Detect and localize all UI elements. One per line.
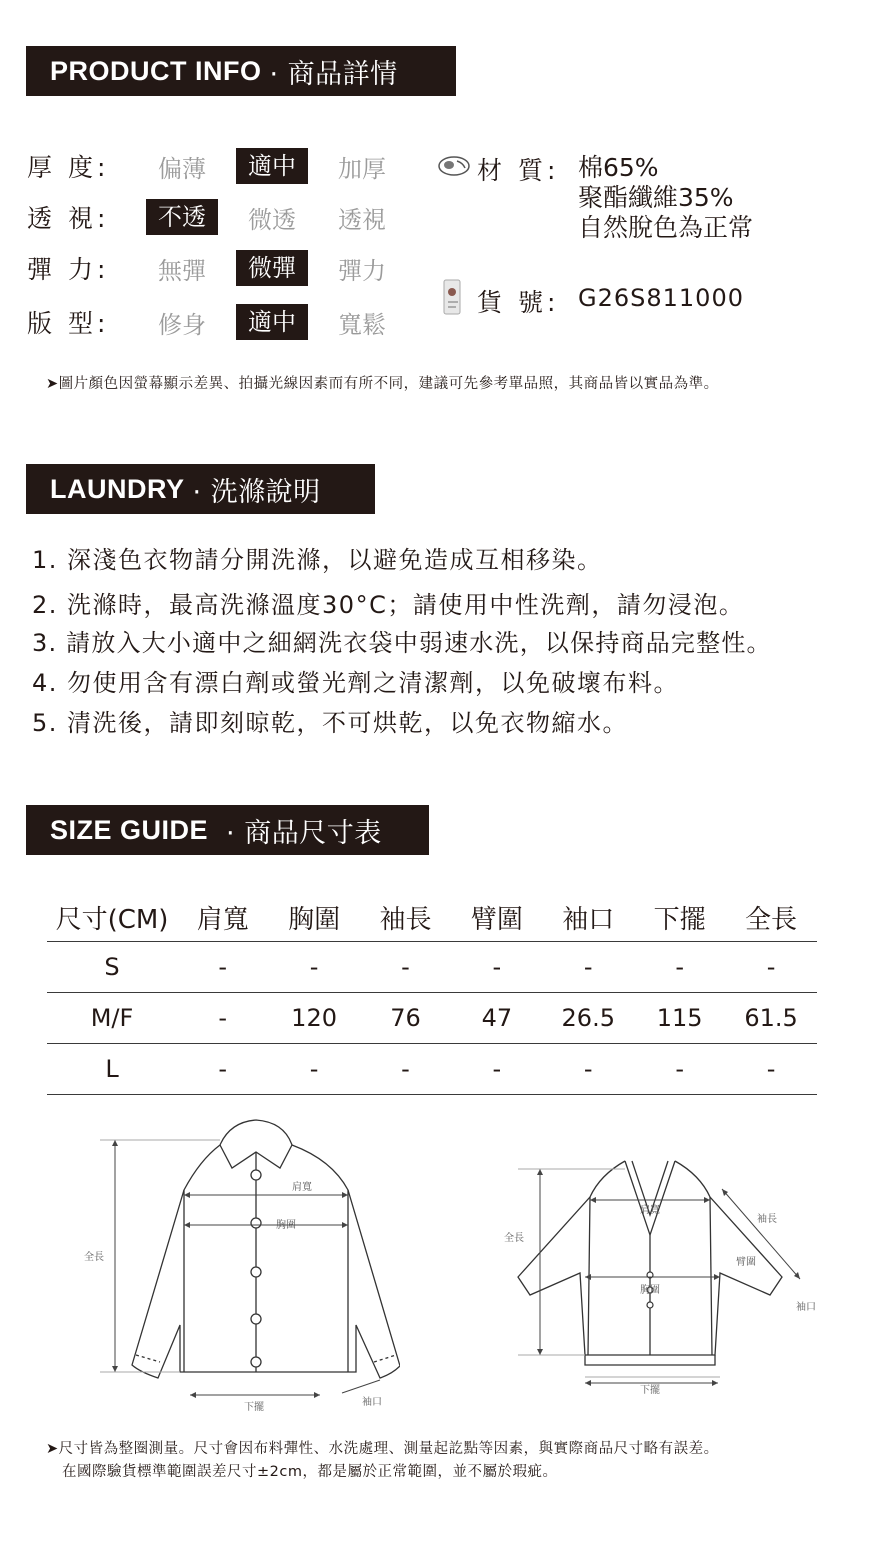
size-table-cell: S (104, 953, 120, 981)
size-table-header (47, 893, 817, 942)
attribute-label: 版 型: (27, 309, 110, 338)
product-info-header-zh: · 商品詳情 (269, 58, 398, 90)
size-table-cell: - (218, 1004, 228, 1032)
attribute-option: 微透 (248, 205, 296, 234)
size-table-cell: - (218, 953, 228, 981)
laundry-item-3: 3. 請放入大小適中之細網洗衣袋中弱速水洗，以保持商品完整性。 (32, 629, 772, 657)
laundry-item-5: 5. 清洗後，請即刻晾乾，不可烘乾，以免衣物縮水。 (32, 709, 629, 737)
product-info-header-en: PRODUCT INFO (50, 55, 262, 86)
size-table-cell: - (401, 1055, 410, 1083)
attribute-option: 寬鬆 (338, 310, 386, 339)
size-table-cell: 61.5 (744, 1004, 798, 1032)
size-column-header: 肩寬 (196, 904, 249, 935)
attribute-option: 無彈 (158, 256, 206, 285)
size-table-cell: 76 (390, 1004, 421, 1032)
cardigan-diagram (500, 1155, 830, 1405)
size-table-cell: 26.5 (561, 1004, 615, 1032)
laundry-item-4: 4. 勿使用含有漂白劑或螢光劑之清潔劑，以免破壞布料。 (32, 669, 680, 697)
attribute-row (27, 302, 407, 342)
jacket-diagram (80, 1110, 400, 1420)
size-guide-header-en: SIZE GUIDE (50, 814, 209, 845)
attribute-option-selected: 適中 (236, 304, 308, 340)
material-line-2: 聚酯纖維35% (578, 183, 734, 212)
attribute-row (27, 197, 407, 237)
cardigan-cuff-label: 袖口 (796, 1302, 816, 1313)
size-table-cell: - (766, 1055, 776, 1083)
jacket-length-label: 全長 (84, 1252, 104, 1263)
size-table-row (47, 1044, 817, 1095)
tag-icon (440, 278, 466, 318)
material-icon (437, 153, 471, 179)
attribute-label: 彈 力: (27, 255, 110, 284)
material-line-1: 棉65% (578, 153, 659, 182)
size-table-cell: - (218, 1055, 228, 1083)
cardigan-sleeve-label: 袖長 (757, 1214, 777, 1225)
cardigan-chest-label: 胸圍 (640, 1285, 660, 1296)
jacket-cuff-label: 袖口 (362, 1397, 382, 1408)
size-table-cell: - (401, 953, 410, 981)
laundry-header (26, 464, 375, 514)
laundry-item-2: 2. 洗滌時，最高洗滌溫度30°C；請使用中性洗劑，請勿浸泡。 (32, 591, 745, 619)
size-note-1: ➤尺寸皆為整圈測量。尺寸會因布料彈性、水洗處理、測量起訖點等因素，與實際商品尺寸略有誤差。 (46, 1441, 719, 1457)
product-info-header (26, 46, 456, 96)
cardigan-shoulder-label: 肩寬 (640, 1205, 660, 1216)
size-column-header: 臂圍 (470, 904, 523, 935)
size-table-cell: - (766, 953, 776, 981)
size-table-cell: - (675, 953, 684, 981)
size-table-cell: - (675, 1055, 684, 1083)
size-table-cell: 115 (656, 1004, 703, 1032)
attribute-option: 加厚 (338, 154, 386, 183)
attribute-option: 透視 (338, 205, 386, 234)
attribute-option-selected: 微彈 (236, 250, 308, 286)
size-table-cell: - (492, 953, 502, 981)
size-column-header: 袖長 (379, 904, 432, 935)
size-guide-header (26, 805, 429, 855)
size-guide-header-zh: · 商品尺寸表 (226, 817, 382, 849)
attribute-row (27, 146, 407, 186)
item-number-value: G26S811000 (578, 284, 744, 312)
material-line-3: 自然脫色為正常 (578, 213, 754, 242)
size-table-cell: 120 (291, 1004, 337, 1032)
size-column-header: 下擺 (653, 904, 706, 935)
laundry-header-zh: · 洗滌說明 (192, 476, 321, 508)
size-table-cell: - (309, 953, 319, 981)
cardigan-length-label: 全長 (504, 1233, 524, 1244)
cardigan-hem-label: 下擺 (640, 1385, 660, 1396)
material-label: 材 質: (477, 156, 560, 185)
item-number-label: 貨 號: (477, 288, 560, 317)
size-table-cell: - (583, 953, 593, 981)
size-column-header: 尺寸(CM) (55, 904, 169, 935)
attribute-option-selected: 不透 (146, 199, 218, 235)
size-table-cell: - (492, 1055, 502, 1083)
size-column-header: 袖口 (562, 904, 615, 935)
jacket-hem-label: 下擺 (244, 1402, 264, 1413)
attribute-option-selected: 適中 (236, 148, 308, 184)
size-table-cell: M/F (90, 1004, 134, 1032)
size-table (47, 893, 817, 1095)
size-column-header: 全長 (745, 904, 798, 935)
attribute-label: 厚 度: (27, 153, 110, 182)
size-note-2: 在國際驗貨標準範圍誤差尺寸±2cm，都是屬於正常範圍，並不屬於瑕疵。 (62, 1464, 558, 1480)
attribute-option: 偏薄 (158, 154, 206, 183)
attribute-label: 透 視: (27, 204, 110, 233)
attribute-option: 修身 (158, 310, 206, 339)
laundry-item-1: 1. 深淺色衣物請分開洗滌，以避免造成互相移染。 (32, 546, 603, 574)
cardigan-arm-label: 臂圍 (736, 1257, 756, 1268)
size-table-cell: L (105, 1055, 119, 1083)
size-table-row (47, 942, 817, 993)
jacket-chest-label: 胸圍 (276, 1220, 296, 1231)
size-column-header: 胸圍 (288, 904, 341, 935)
attribute-row (27, 248, 407, 288)
attribute-option: 彈力 (338, 256, 386, 285)
jacket-shoulder-label: 肩寬 (292, 1182, 312, 1193)
product-info-note: ➤圖片顏色因螢幕顯示差異、拍攝光線因素而有所不同，建議可先參考單品照，其商品皆以實品為準。 (46, 376, 719, 392)
laundry-header-en: LAUNDRY (50, 473, 185, 504)
size-table-cell: 47 (481, 1004, 513, 1032)
size-table-cell: - (309, 1055, 319, 1083)
size-table-row (47, 993, 817, 1044)
size-table-cell: - (583, 1055, 593, 1083)
